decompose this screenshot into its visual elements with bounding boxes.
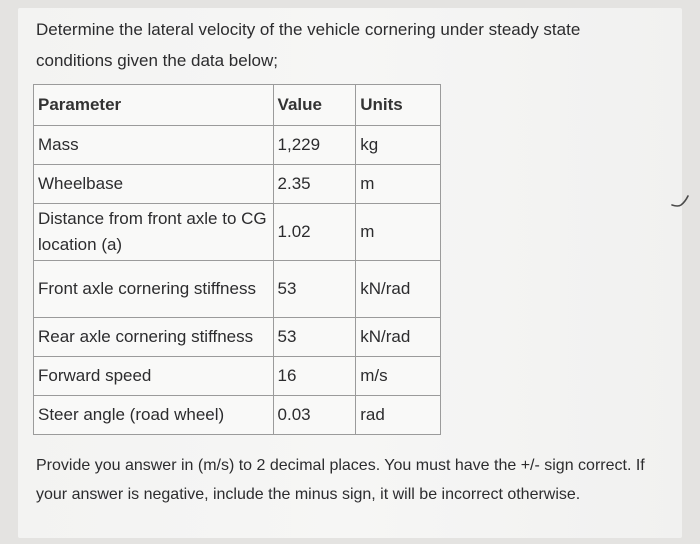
answer-instructions: Provide you answer in (m/s) to 2 decimal places. You must have the +/- sign correct. If your answer is negative, include the minus sign, it will be incorrect otherwise. <box>36 457 645 503</box>
table-row <box>34 357 441 396</box>
unit-cell: m <box>356 204 441 261</box>
value-cell: 1.02 <box>273 204 356 261</box>
table-row <box>34 126 441 165</box>
header-value: Value <box>273 85 356 126</box>
parameter-cell: Steer angle (road wheel) <box>34 396 274 435</box>
unit-cell: kN/rad <box>356 318 441 357</box>
header-parameter: Parameter <box>34 85 274 126</box>
unit-cell: rad <box>356 396 441 435</box>
value-cell: 16 <box>273 357 356 396</box>
parameter-cell: Rear axle cornering stiffness <box>34 318 274 357</box>
question-intro: Determine the lateral velocity of the vehicle cornering under steady state conditions given the data below; <box>36 20 581 70</box>
parameter-cell: Wheelbase <box>34 165 274 204</box>
table-row <box>34 261 441 318</box>
table-header-row <box>34 85 441 126</box>
parameter-table <box>33 84 441 435</box>
value-cell: 2.35 <box>273 165 356 204</box>
table-row <box>34 204 441 261</box>
pen-check-mark-icon <box>670 194 690 210</box>
unit-cell: kN/rad <box>356 261 441 318</box>
value-cell: 0.03 <box>273 396 356 435</box>
parameter-cell: Mass <box>34 126 274 165</box>
table-row <box>34 165 441 204</box>
value-cell: 1,229 <box>273 126 356 165</box>
value-cell: 53 <box>273 261 356 318</box>
parameter-cell: Front axle cornering stiffness <box>34 261 274 318</box>
table-row <box>34 396 441 435</box>
header-units: Units <box>356 85 441 126</box>
unit-cell: m <box>356 165 441 204</box>
value-cell: 53 <box>273 318 356 357</box>
unit-cell: m/s <box>356 357 441 396</box>
table-row <box>34 318 441 357</box>
parameter-cell: Forward speed <box>34 357 274 396</box>
unit-cell: kg <box>356 126 441 165</box>
parameter-cell: Distance from front axle to CG location (a) <box>34 204 274 261</box>
